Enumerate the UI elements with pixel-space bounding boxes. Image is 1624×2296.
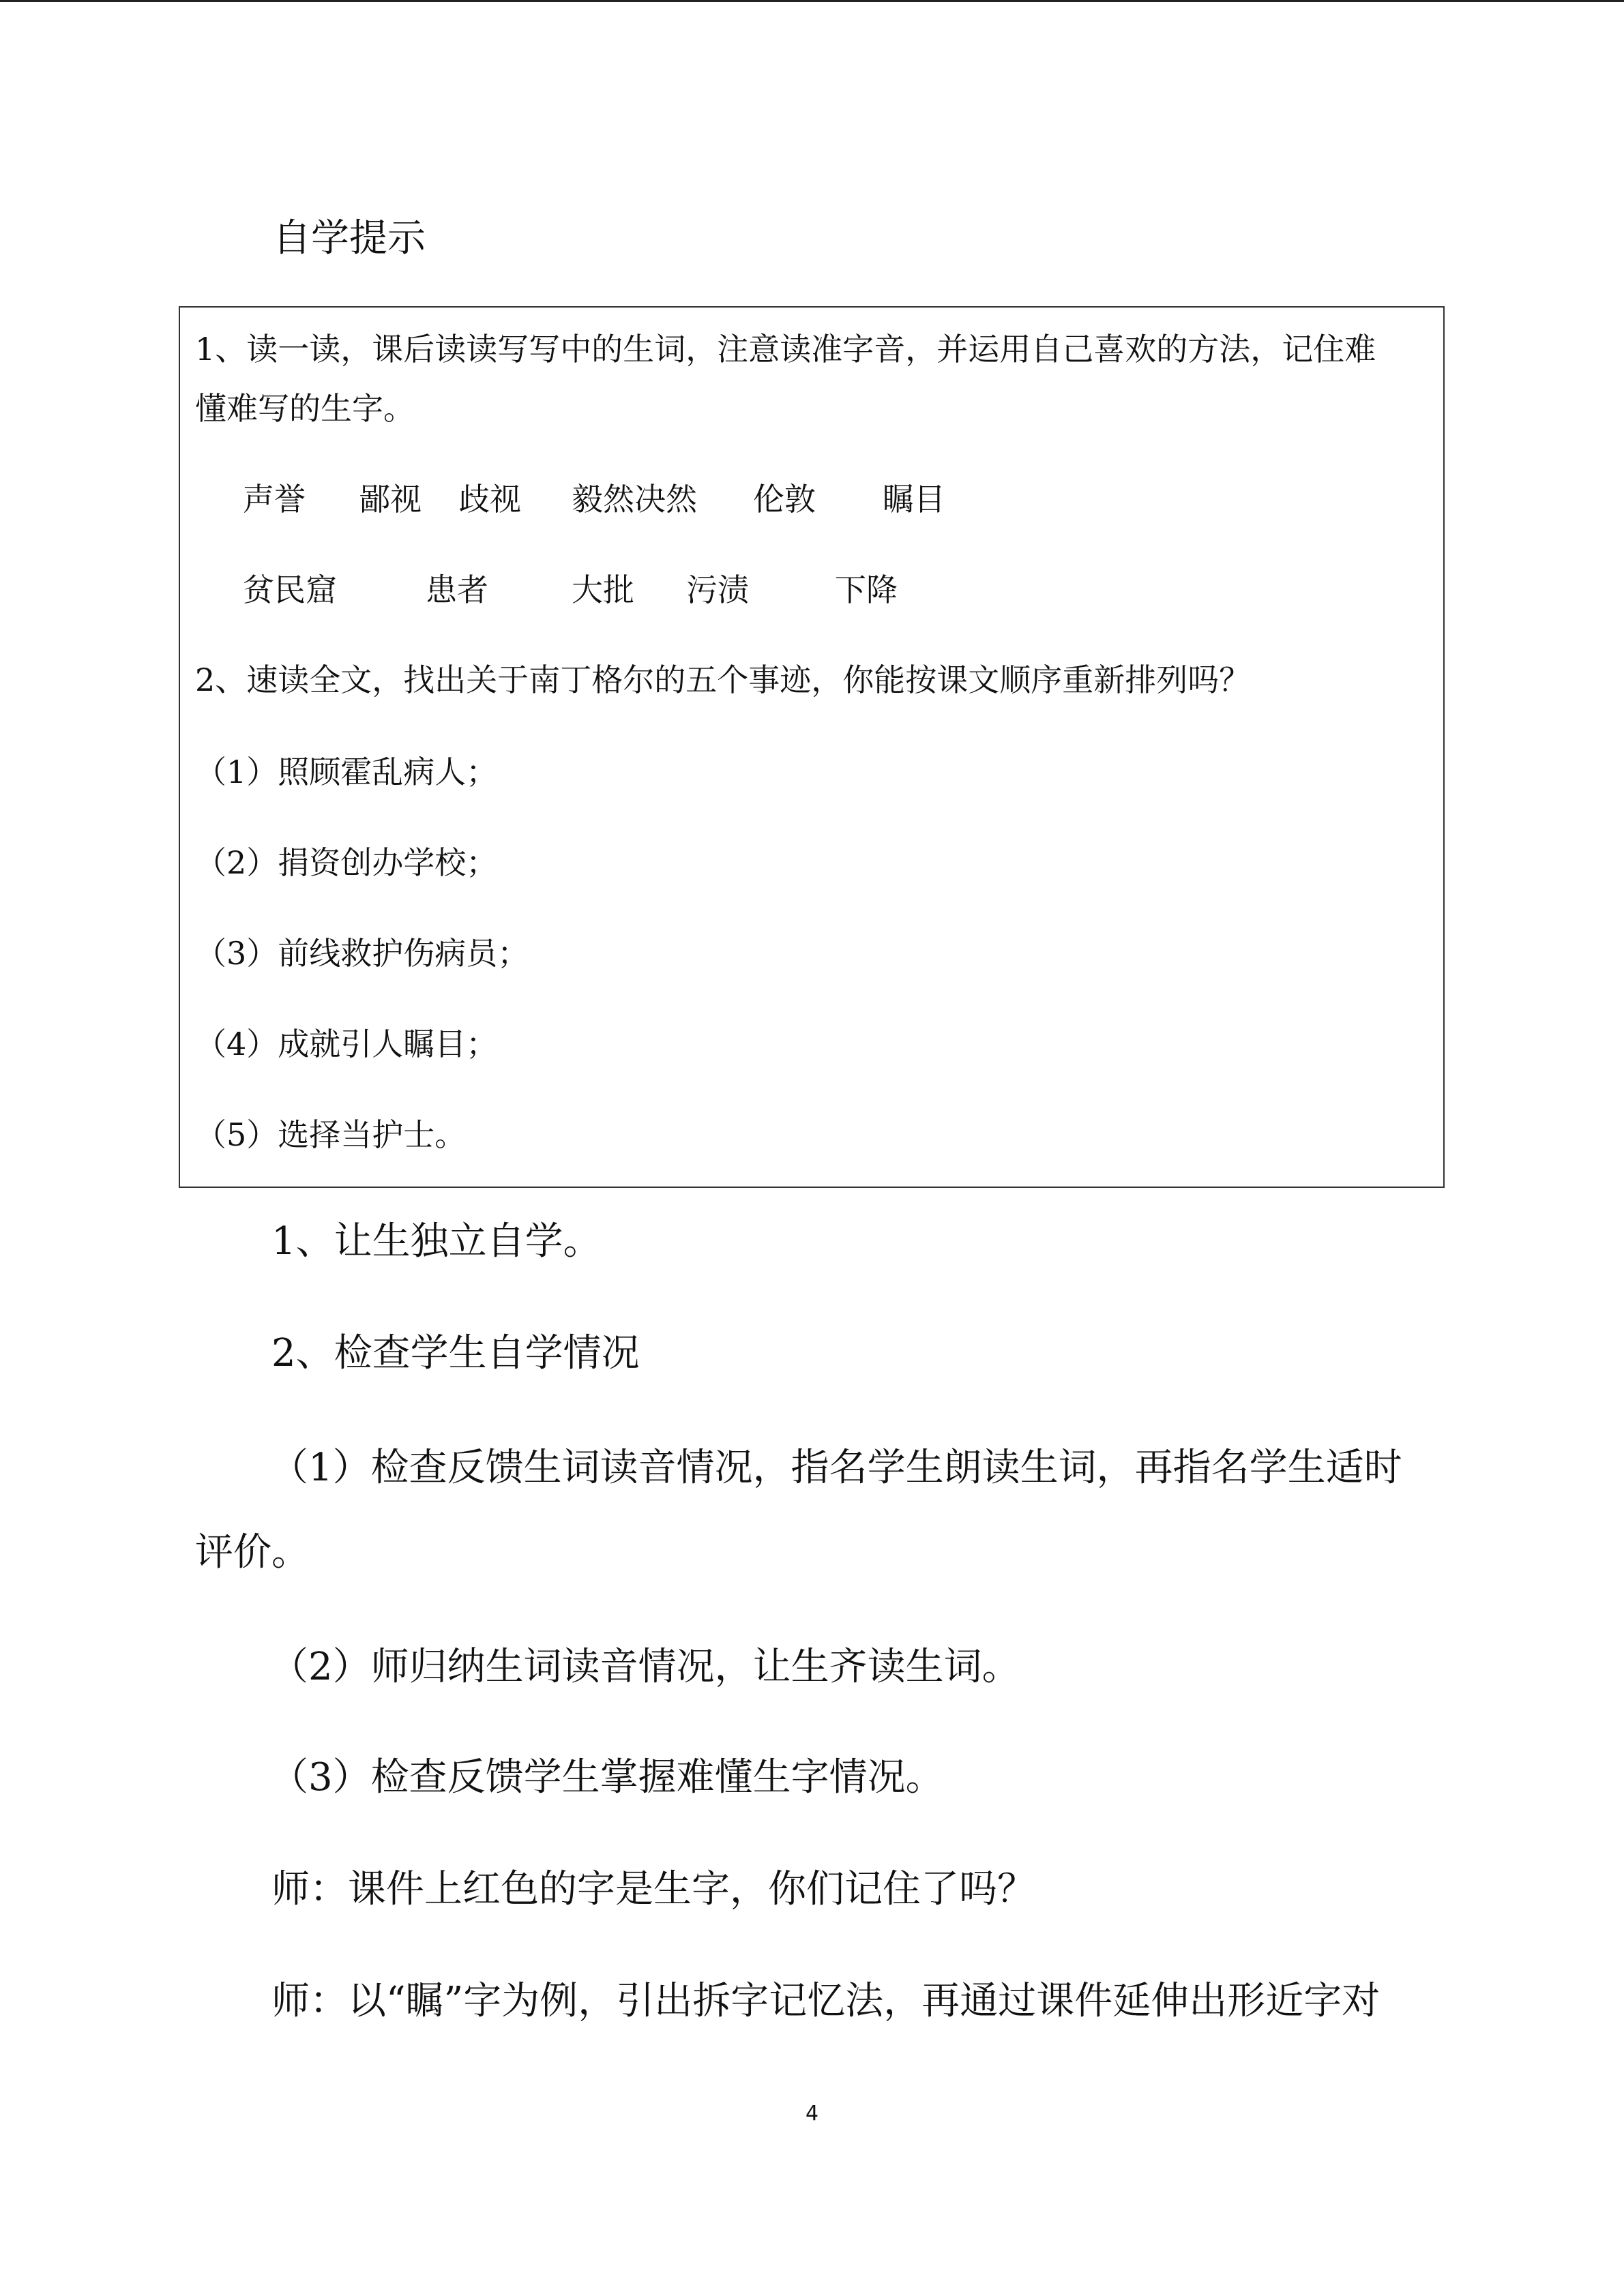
teacher-line-1: 师：课件上红色的字是生字，你们记住了吗？ xyxy=(271,1867,1035,1911)
substep-1-line1: （1）检查反馈生词读音情况，指名学生朗读生词，再指名学生适时 xyxy=(270,1446,1402,1490)
substep-3: （3）检查反馈学生掌握难懂生字情况。 xyxy=(270,1755,944,1800)
event-2: （2）捐资创办学校； xyxy=(195,844,498,881)
substep-2: （2）师归纳生词读音情况，让生齐读生词。 xyxy=(270,1645,1020,1689)
word-xiajiang: 下降 xyxy=(835,571,898,608)
word-lundun: 伦敦 xyxy=(753,481,816,518)
box-item1-line2: 懂难写的生字。 xyxy=(195,390,415,427)
word-shengyu: 声誉 xyxy=(243,481,306,518)
word-zhumu: 瞩目 xyxy=(883,481,945,518)
teacher-line-2: 师：以“瞩”字为例，引出拆字记忆法，再通过课件延伸出形近字对 xyxy=(271,1979,1381,2023)
word-wuzi: 污渍 xyxy=(686,571,749,608)
page-top-border xyxy=(0,0,1624,2)
word-pinminku: 贫民窟 xyxy=(243,571,337,608)
step-2: 2、检查学生自学情况 xyxy=(271,1331,640,1375)
word-dapi: 大批 xyxy=(572,571,634,608)
box-item1-line1: 1、读一读，课后读读写写中的生词，注意读准字音，并运用自己喜欢的方法，记住难 xyxy=(195,331,1376,368)
section-heading: 自学提示 xyxy=(273,216,426,260)
box-item2: 2、速读全文，找出关于南丁格尔的五个事迹，你能按课文顺序重新排列吗？ xyxy=(195,661,1251,698)
self-study-box xyxy=(179,306,1445,1188)
word-yiranjueran: 毅然决然 xyxy=(572,481,697,518)
word-bishi: 鄙视 xyxy=(359,481,422,518)
event-3: （3）前线救护伤病员； xyxy=(195,935,529,972)
event-5: （5）选择当护士。 xyxy=(195,1116,467,1153)
word-qishi: 歧视 xyxy=(458,481,521,518)
step-1: 1、让生独立自学。 xyxy=(271,1219,602,1264)
substep-1-line2: 评价。 xyxy=(195,1530,310,1575)
event-4: （4）成就引人瞩目； xyxy=(195,1026,498,1062)
page-number: 4 xyxy=(806,2102,819,2126)
word-huanzhe: 患者 xyxy=(426,571,488,608)
event-1: （1）照顾霍乱病人； xyxy=(195,754,498,790)
